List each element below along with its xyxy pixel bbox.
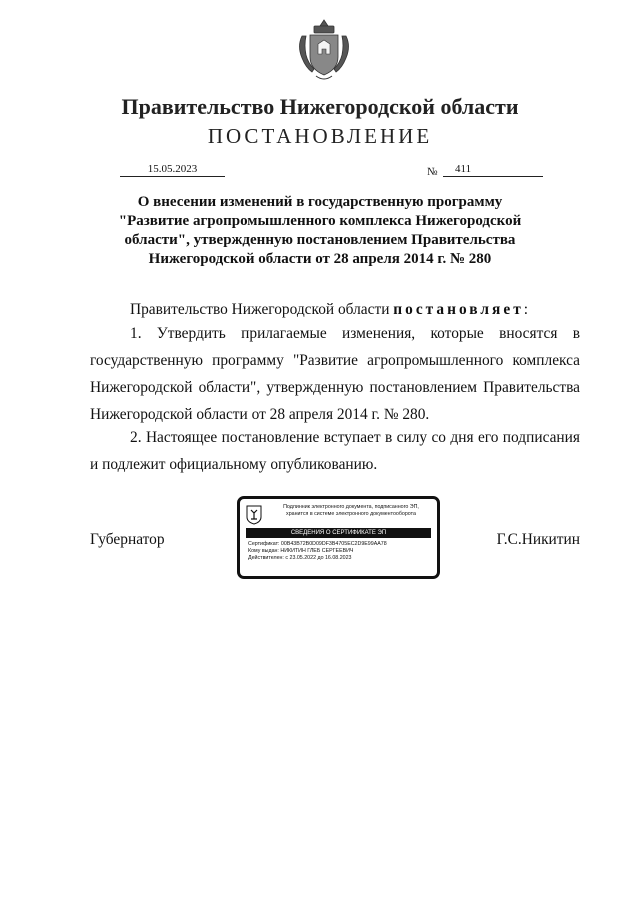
stamp-certificate: Сертификат: 00B43B72B0D09DF3B4705EC2D9E99AA78 <box>248 541 387 547</box>
stamp-header <box>266 504 436 518</box>
stamp-header-line-2: хранится в системе электронного документооборота <box>286 511 416 517</box>
stamp-validity: Действителен: с 23.05.2022 до 16.08.2023 <box>248 555 352 561</box>
item-1: 1. Утвердить прилагаемые изменения, которые вносятся в государственную программу "Развитие агропромышленного комплекса Нижегородской области", утвержденную постановлением Правительства Нижегородской области от 28 апреля 2014 г. № 280. <box>90 325 580 423</box>
signer-name: Г.С.Никитин <box>496 531 580 548</box>
stamp-details <box>248 541 438 562</box>
document-number: 411 <box>443 163 543 177</box>
signer-role: Губернатор <box>90 531 165 548</box>
stamp-header-line-1: Подлинник электронного документа, подписанного ЭП, <box>283 504 419 510</box>
stamp-issued-to: Кому выдан: НИКИТИН ГЛЕБ СЕРГЕЕВИЧ <box>248 548 354 554</box>
intro-verb: постановляет <box>393 301 524 318</box>
number-sign: № <box>427 166 438 178</box>
document-type: ПОСТАНОВЛЕНИЕ <box>207 124 433 148</box>
e-signature-stamp <box>237 496 440 579</box>
coat-of-arms-icon <box>296 18 352 84</box>
intro-paragraph <box>90 296 580 323</box>
organization-title: Правительство Нижегородской области <box>121 94 519 119</box>
intro-tail: : <box>523 301 529 318</box>
deer-emblem-icon <box>246 505 262 525</box>
item-2: 2. Настоящее постановление вступает в силу со дня его подписания и подлежит официальному опубликованию. <box>90 429 580 473</box>
stamp-banner: СВЕДЕНИЯ О СЕРТИФИКАТЕ ЭП <box>246 528 431 538</box>
document-subject: О внесении изменений в государственную программу "Развитие агропромышленного комплекса Нижегородской области", утвержденную постановлением Правительства Нижегородской области от 28 апреля 2014 г. № 280 <box>118 194 522 267</box>
document-date: 15.05.2023 <box>120 163 225 177</box>
intro-lead: Правительство Нижегородской области <box>130 301 394 318</box>
